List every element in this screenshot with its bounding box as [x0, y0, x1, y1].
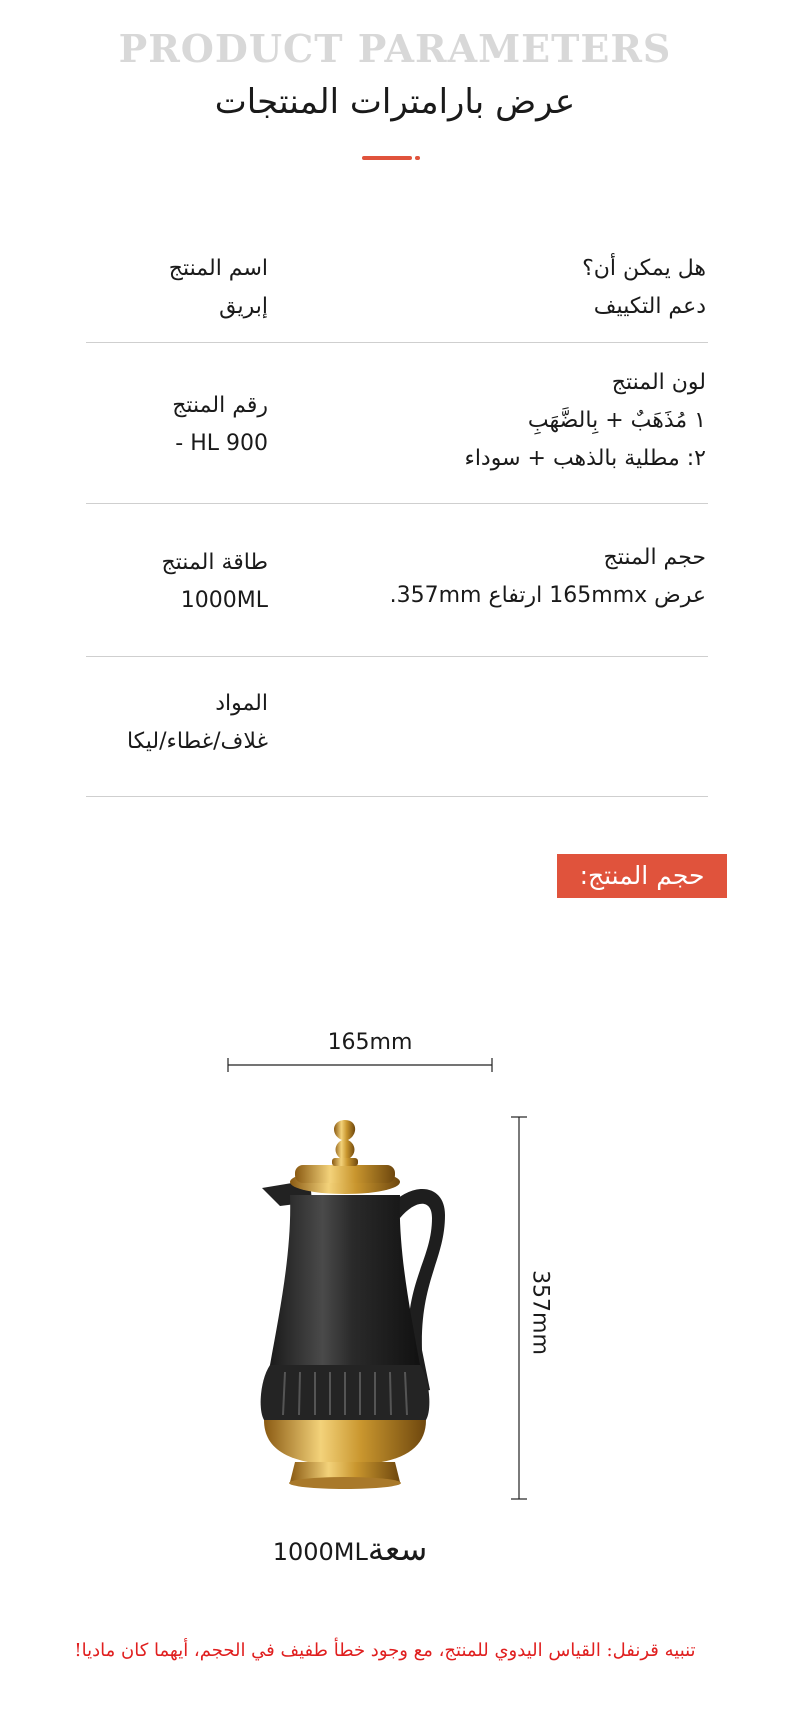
- param-color-value-1: ١ مُذَهَبٌ + بِالضَّهَبِ: [527, 408, 706, 433]
- capacity-caption-value: 1000ML: [272, 1538, 368, 1566]
- param-size-value: عرض 165mmx ارتفاع 357mm.: [389, 583, 706, 608]
- param-name-label: اسم المنتج: [168, 256, 268, 281]
- param-custom-value: دعم التكييف: [593, 294, 706, 319]
- width-dimension-line: [226, 1058, 494, 1072]
- param-number: [100, 387, 268, 463]
- row-divider: [86, 796, 708, 797]
- param-material-label: المواد: [215, 691, 268, 716]
- capacity-caption-word: سعة: [367, 1530, 428, 1568]
- param-custom-label: هل يمكن أن؟: [582, 256, 706, 281]
- row-divider: [86, 342, 708, 343]
- param-size-label: حجم المنتج: [603, 545, 706, 570]
- param-name-value: إبريق: [219, 294, 268, 319]
- product-jug-image: [250, 1110, 460, 1510]
- height-label: 357mm: [527, 1270, 553, 1355]
- title-accent-bar: [362, 156, 412, 160]
- param-material: [80, 685, 268, 761]
- width-label: 165mm: [327, 1030, 413, 1055]
- param-number-value: - HL 900: [175, 431, 268, 456]
- page-title-en: PRODUCT PARAMETERS: [118, 26, 672, 71]
- page-title-ar: عرض بارامترات المنتجات: [214, 82, 576, 122]
- param-capacity-label: طاقة المنتج: [161, 550, 268, 575]
- param-color-value-2: ٢: مطلية بالذهب + سوداء: [464, 446, 706, 471]
- param-capacity: [100, 544, 268, 620]
- size-section-badge: حجم المنتج:: [557, 854, 727, 898]
- param-color-label: لون المنتج: [611, 370, 706, 395]
- row-divider: [86, 503, 708, 504]
- param-material-value: غلاف/غطاء/ليكا: [126, 729, 268, 754]
- param-capacity-value: 1000ML: [180, 588, 268, 613]
- height-dimension-line: [510, 1115, 528, 1501]
- param-size: [330, 539, 706, 615]
- measurement-notice: تنبيه قرنفل: القياس اليدوي للمنتج، مع وجود خطأ طفيف في الحجم، أيهما كان ماديا!: [74, 1640, 696, 1661]
- param-number-label: رقم المنتج: [172, 393, 268, 418]
- capacity-caption: [230, 1530, 470, 1568]
- param-custom: [370, 250, 706, 326]
- param-color: [370, 364, 706, 478]
- param-name: [100, 250, 268, 326]
- title-accent-dot: [415, 156, 420, 160]
- row-divider: [86, 656, 708, 657]
